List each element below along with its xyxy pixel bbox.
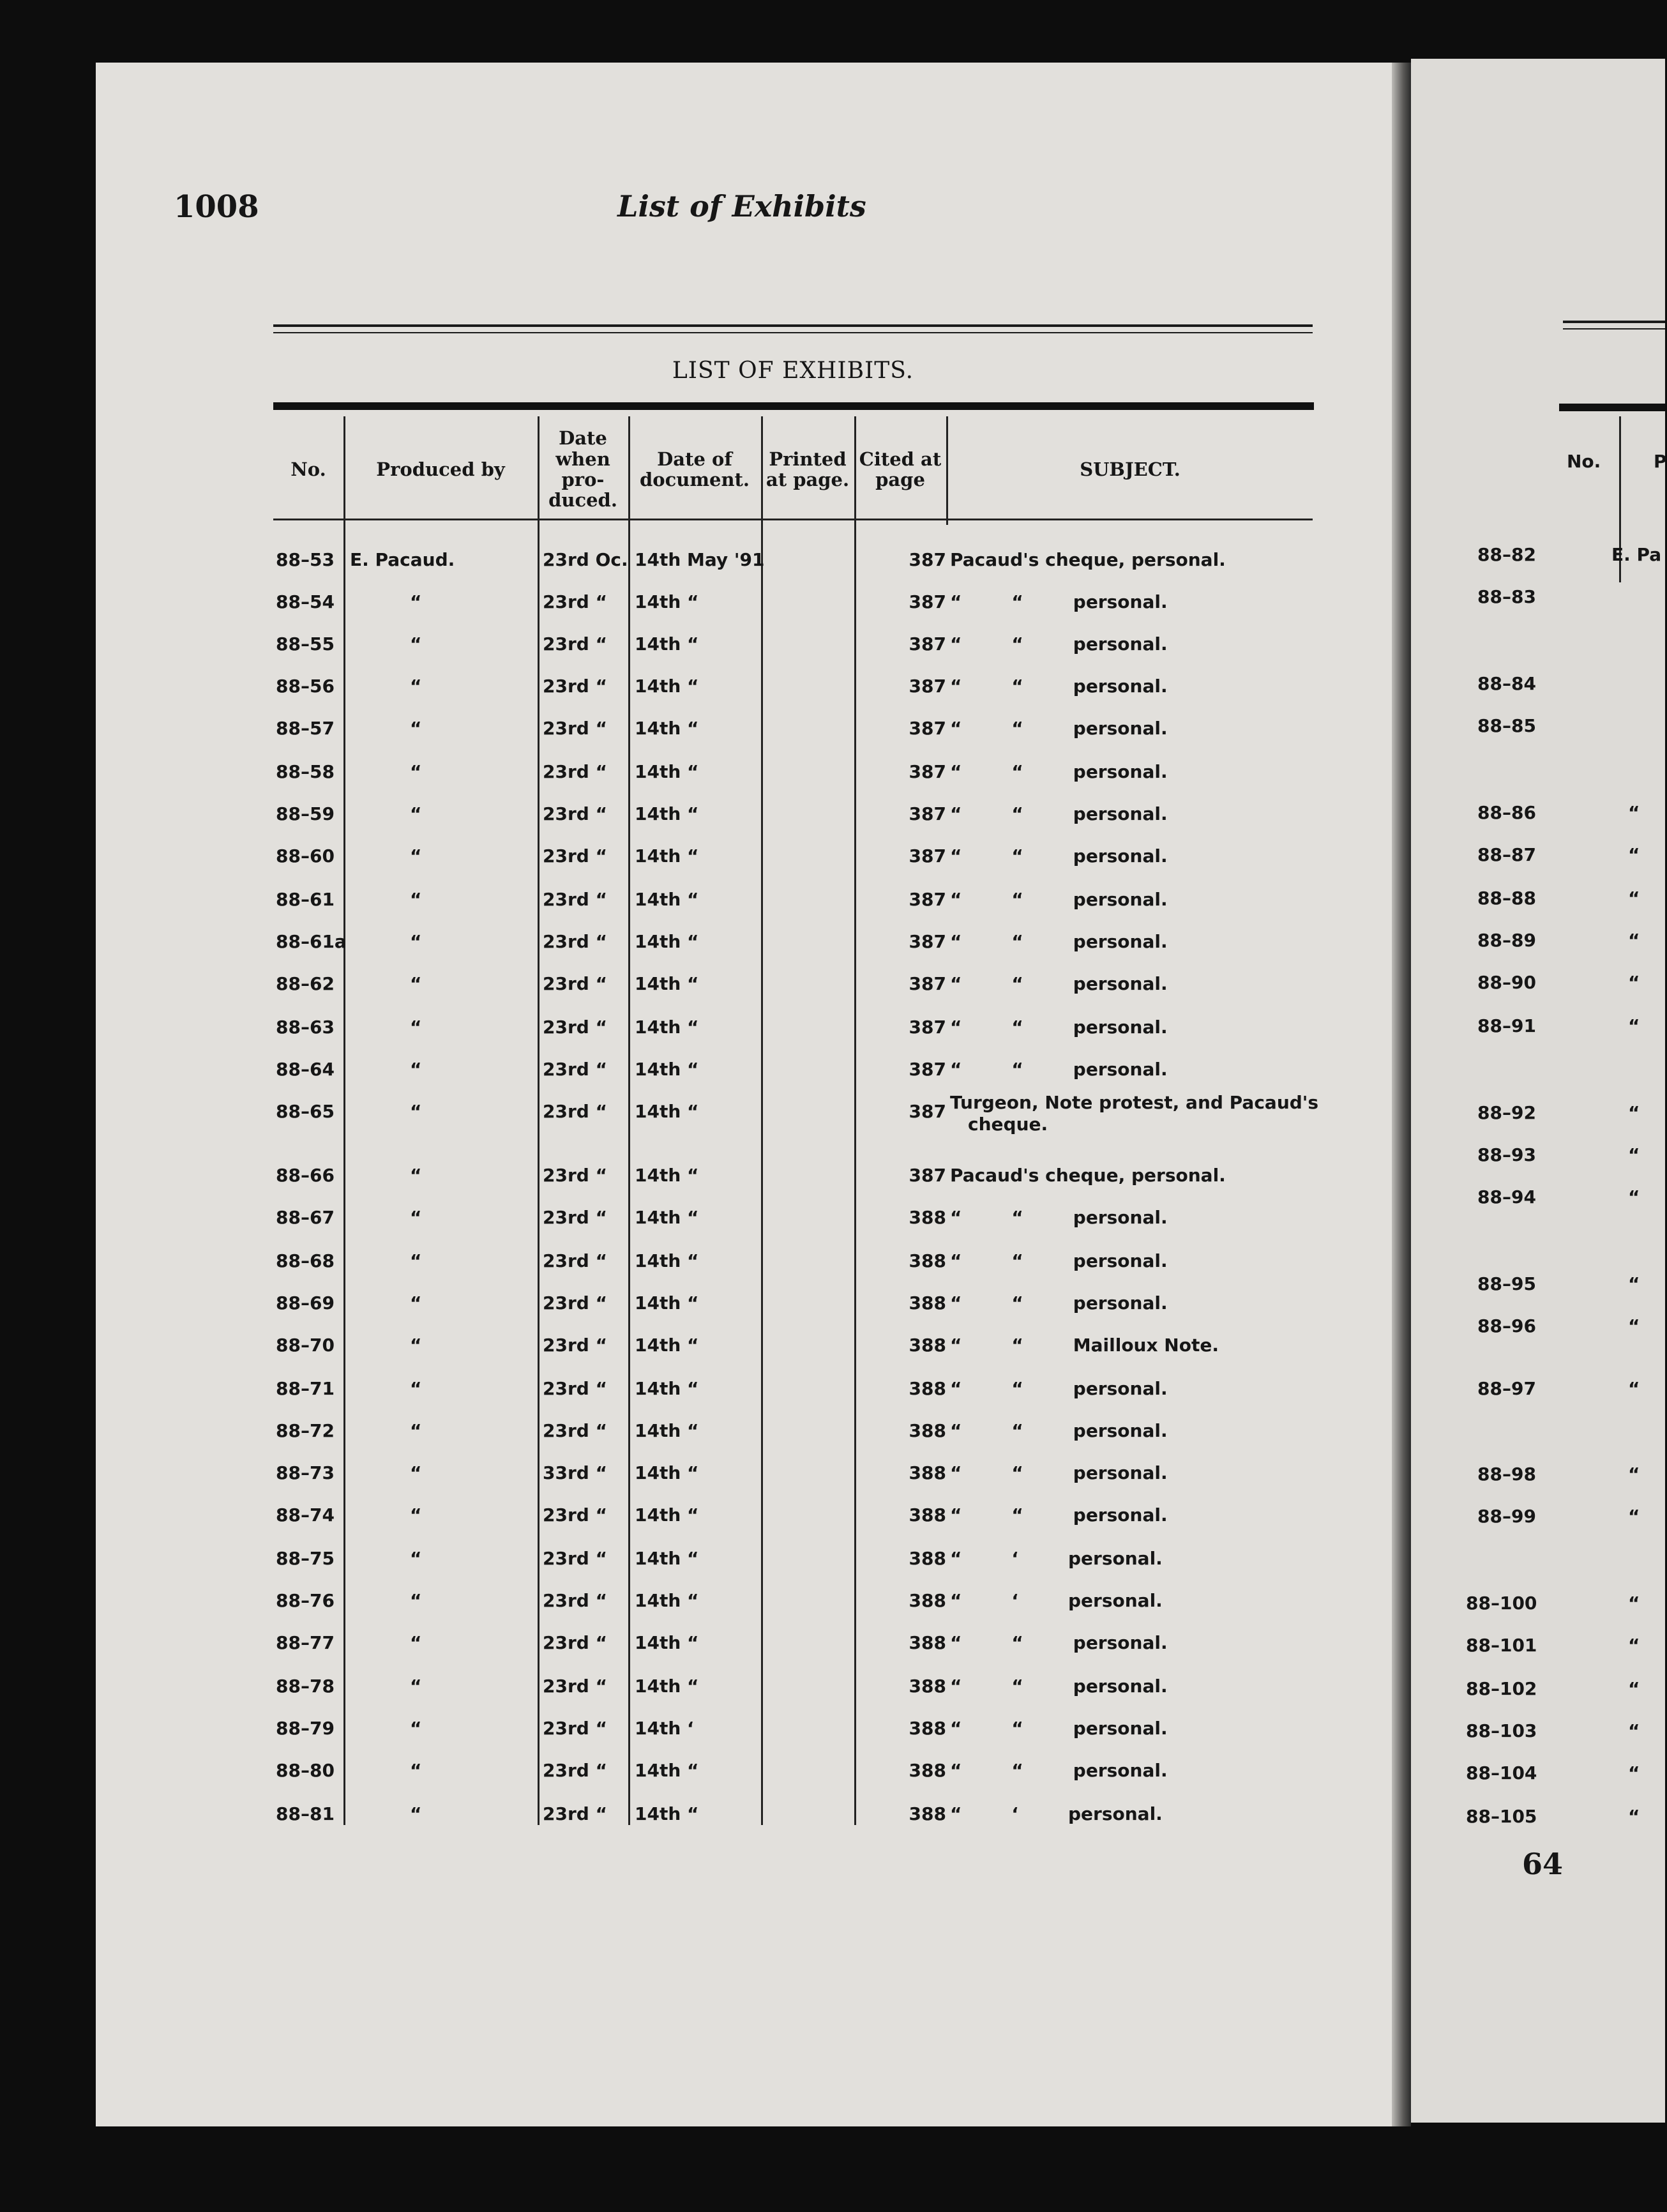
right-produced-by: “ (1628, 1762, 1640, 1784)
exhibit-number: 88–65 (276, 1101, 335, 1122)
date-produced: 23rd “ (543, 1632, 607, 1653)
table-row (273, 803, 1333, 845)
right-exhibit-number: 88–87 (1477, 844, 1536, 865)
right-exhibit-number: 88–94 (1477, 1186, 1536, 1208)
date-produced: 23rd “ (543, 1165, 607, 1186)
produced-by: “ (410, 889, 422, 910)
produced-by: “ (410, 1760, 422, 1781)
table-row (273, 845, 1333, 888)
right-produced-by: “ (1628, 844, 1640, 865)
cited-page: 387 (909, 1017, 946, 1038)
subject: “ “ personal. (950, 889, 1168, 910)
date-of-document: 14th “ (635, 889, 699, 910)
cited-page: 388 (909, 1420, 946, 1441)
cited-page: 387 (909, 889, 946, 910)
produced-by: “ (410, 761, 422, 782)
exhibit-number: 88–61a (276, 931, 347, 952)
column-header-date-produced: Date when pro- duced. (548, 427, 617, 511)
cited-page: 387 (909, 676, 946, 697)
right-exhibit-number: 88–84 (1477, 673, 1536, 694)
right-exhibit-number: 88–102 (1466, 1678, 1537, 1699)
right-exhibit-number: 88–104 (1466, 1762, 1537, 1784)
cited-page: 388 (909, 1292, 946, 1314)
exhibit-number: 88–76 (276, 1590, 335, 1611)
date-produced: 23rd “ (543, 1760, 607, 1781)
table-row (273, 549, 1333, 591)
column-rule (946, 416, 948, 525)
table-row (273, 1504, 1333, 1547)
subject: “ “ personal. (950, 1504, 1168, 1526)
subject: “ ‘ personal. (950, 1803, 1163, 1824)
date-produced: 23rd “ (543, 676, 607, 697)
right-produced-by: “ (1628, 1378, 1640, 1399)
date-of-document: 14th “ (635, 1548, 699, 1569)
exhibit-number: 88–81 (276, 1803, 335, 1824)
right-exhibit-number: 88–98 (1477, 1464, 1536, 1485)
produced-by: E. Pacaud. (350, 549, 455, 570)
exhibit-number: 88–74 (276, 1504, 335, 1526)
exhibit-number: 88–66 (276, 1165, 335, 1186)
right-page (1411, 59, 1665, 2123)
exhibit-number: 88–67 (276, 1207, 335, 1228)
produced-by: “ (410, 1420, 422, 1441)
right-produced-by: “ (1628, 972, 1640, 993)
date-of-document: 14th “ (635, 1803, 699, 1824)
subject-continuation: cheque. (968, 1114, 1048, 1135)
subject: Pacaud's cheque, personal. (950, 1165, 1226, 1186)
right-exhibit-number: 88–95 (1477, 1273, 1536, 1294)
date-of-document: 14th “ (635, 1292, 699, 1314)
produced-by: “ (410, 676, 422, 697)
date-produced: 23rd “ (543, 1803, 607, 1824)
date-produced: 23rd “ (543, 1017, 607, 1038)
cited-page: 388 (909, 1378, 946, 1399)
table-row (273, 1165, 1333, 1207)
exhibit-number: 88–73 (276, 1462, 335, 1483)
subject: “ ‘ personal. (950, 1548, 1163, 1569)
date-produced: 23rd “ (543, 931, 607, 952)
header-double-rule (273, 324, 1313, 333)
right-exhibit-number: 88–105 (1466, 1806, 1537, 1827)
produced-by: “ (410, 1548, 422, 1569)
table-top-rule (273, 402, 1314, 410)
cited-page: 388 (909, 1590, 946, 1611)
produced-by: “ (410, 1101, 422, 1122)
produced-by: “ (410, 1165, 422, 1186)
right-produced-by: “ (1628, 1464, 1640, 1485)
cited-page: 388 (909, 1760, 946, 1781)
produced-by: “ (410, 1250, 422, 1271)
table-row (273, 1378, 1333, 1420)
date-of-document: 14th “ (635, 1462, 699, 1483)
cited-page: 387 (909, 1059, 946, 1080)
produced-by: “ (410, 1059, 422, 1080)
cited-page: 387 (909, 973, 946, 994)
exhibit-number: 88–56 (276, 676, 335, 697)
produced-by: “ (410, 973, 422, 994)
table-row (273, 1760, 1333, 1802)
right-produced-by: “ (1628, 930, 1640, 951)
right-exhibit-number: 88–86 (1477, 802, 1536, 823)
right-exhibit-number: 88–97 (1477, 1378, 1536, 1399)
date-of-document: 14th “ (635, 1101, 699, 1122)
right-exhibit-number: 88–90 (1477, 972, 1536, 993)
exhibit-number: 88–70 (276, 1335, 335, 1356)
right-exhibit-number: 88–93 (1477, 1144, 1536, 1165)
subject: “ “ Mailloux Note. (950, 1335, 1219, 1356)
column-header-cited-page: Cited at page (859, 448, 942, 490)
subject: “ “ personal. (950, 718, 1168, 739)
date-produced: 23rd “ (543, 1059, 607, 1080)
table-title: LIST OF EXHIBITS. (672, 358, 914, 384)
exhibit-number: 88–80 (276, 1760, 335, 1781)
exhibit-number: 88–53 (276, 549, 335, 570)
table-row (273, 1420, 1333, 1462)
cited-page: 387 (909, 803, 946, 824)
cited-page: 387 (909, 549, 946, 570)
right-exhibit-number: 88–101 (1466, 1635, 1537, 1656)
table-row (273, 1676, 1333, 1718)
date-of-document: 14th “ (635, 633, 699, 655)
date-produced: 23rd “ (543, 1292, 607, 1314)
table-row (273, 1017, 1333, 1059)
date-produced: 23rd Oc. (543, 549, 628, 570)
date-of-document: 14th “ (635, 931, 699, 952)
exhibit-number: 88–77 (276, 1632, 335, 1653)
right-produced-by: E. Pa (1611, 544, 1662, 565)
date-produced: 23rd “ (543, 1335, 607, 1356)
subject: “ “ personal. (950, 1292, 1168, 1314)
right-table-top-rule (1559, 404, 1665, 411)
date-produced: 23rd “ (543, 1504, 607, 1526)
column-header-date-document: Date of document. (639, 448, 750, 490)
produced-by: “ (410, 1462, 422, 1483)
right-produced-by: “ (1628, 1635, 1640, 1656)
date-produced: 23rd “ (543, 889, 607, 910)
right-exhibit-number: 88–85 (1477, 715, 1536, 736)
produced-by: “ (410, 1335, 422, 1356)
cited-page: 388 (909, 1462, 946, 1483)
cited-page: 388 (909, 1250, 946, 1271)
subject: Pacaud's cheque, personal. (950, 549, 1226, 570)
date-of-document: 14th “ (635, 591, 699, 612)
right-produced-by: “ (1628, 1144, 1640, 1165)
produced-by: “ (410, 931, 422, 952)
subject: “ “ personal. (950, 1059, 1168, 1080)
cited-page: 387 (909, 633, 946, 655)
right-exhibit-number: 88–83 (1477, 586, 1536, 607)
produced-by: “ (410, 591, 422, 612)
right-produced-by: “ (1628, 1720, 1640, 1741)
date-of-document: 14th “ (635, 973, 699, 994)
right-produced-by: “ (1628, 1015, 1640, 1036)
date-of-document: 14th “ (635, 845, 699, 867)
date-produced: 23rd “ (543, 1207, 607, 1228)
right-produced-by: “ (1628, 1186, 1640, 1208)
cited-page: 388 (909, 1632, 946, 1653)
subject: “ “ personal. (950, 1250, 1168, 1271)
right-page-number: 64 (1522, 1847, 1564, 1881)
table-row (273, 761, 1333, 803)
date-of-document: 14th “ (635, 1590, 699, 1611)
produced-by: “ (410, 803, 422, 824)
right-exhibit-number: 88–91 (1477, 1015, 1536, 1036)
cited-page: 387 (909, 718, 946, 739)
subject: “ “ personal. (950, 931, 1168, 952)
cited-page: 388 (909, 1803, 946, 1824)
date-of-document: 14th “ (635, 1676, 699, 1697)
right-exhibit-number: 88–82 (1477, 544, 1536, 565)
date-of-document: 14th May '91 (635, 549, 765, 570)
book-gutter (1392, 63, 1411, 2126)
right-exhibit-number: 88–103 (1466, 1720, 1537, 1741)
subject: “ “ personal. (950, 1632, 1168, 1653)
exhibit-number: 88–60 (276, 845, 335, 867)
date-produced: 23rd “ (543, 633, 607, 655)
date-produced: 23rd “ (543, 973, 607, 994)
right-produced-by: “ (1628, 1806, 1640, 1827)
running-head (174, 189, 1310, 240)
table-row (273, 1092, 1333, 1143)
right-header-double-rule (1563, 321, 1665, 330)
subject: “ “ personal. (950, 591, 1168, 612)
table-row (273, 1548, 1333, 1590)
exhibit-number: 88–57 (276, 718, 335, 739)
date-of-document: 14th “ (635, 676, 699, 697)
exhibit-number: 88–63 (276, 1017, 335, 1038)
date-produced: 23rd “ (543, 1590, 607, 1611)
right-exhibit-number: 88–100 (1466, 1593, 1537, 1614)
column-header-produced-by: Produced by (376, 458, 505, 480)
table-row (273, 1590, 1333, 1632)
produced-by: “ (410, 633, 422, 655)
column-header-no: No. (290, 458, 326, 480)
table-row (273, 591, 1333, 633)
subject: “ “ personal. (950, 1760, 1168, 1781)
exhibit-number: 88–54 (276, 591, 335, 612)
produced-by: “ (410, 1017, 422, 1038)
exhibit-number: 88–64 (276, 1059, 335, 1080)
cited-page: 387 (909, 591, 946, 612)
date-produced: 23rd “ (543, 845, 607, 867)
subject: “ “ personal. (950, 973, 1168, 994)
date-of-document: 14th “ (635, 1378, 699, 1399)
right-produced-by: “ (1628, 1678, 1640, 1699)
date-produced: 23rd “ (543, 718, 607, 739)
right-exhibit-number: 88–88 (1477, 888, 1536, 909)
right-exhibit-number: 88–89 (1477, 930, 1536, 951)
cited-page: 388 (909, 1676, 946, 1697)
subject: “ “ personal. (950, 1462, 1168, 1483)
right-produced-by: “ (1628, 1102, 1640, 1123)
exhibit-number: 88–71 (276, 1378, 335, 1399)
date-produced: 23rd “ (543, 1548, 607, 1569)
subject: “ “ personal. (950, 761, 1168, 782)
column-header-printed-page: Printed at page. (766, 448, 850, 490)
subject: “ “ personal. (950, 1207, 1168, 1228)
produced-by: “ (410, 1504, 422, 1526)
cited-page: 388 (909, 1207, 946, 1228)
table-row (273, 1335, 1333, 1377)
date-produced: 23rd “ (543, 1718, 607, 1739)
subject: “ “ personal. (950, 1017, 1168, 1038)
exhibit-number: 88–79 (276, 1718, 335, 1739)
exhibit-number: 88–78 (276, 1676, 335, 1697)
right-produced-by: “ (1628, 802, 1640, 823)
table-row (273, 1250, 1333, 1292)
right-produced-by: “ (1628, 1506, 1640, 1527)
right-produced-by: “ (1628, 888, 1640, 909)
date-produced: 23rd “ (543, 1420, 607, 1441)
date-of-document: 14th “ (635, 803, 699, 824)
subject: “ “ personal. (950, 845, 1168, 867)
table-row (273, 1292, 1333, 1335)
date-produced: 23rd “ (543, 1676, 607, 1697)
table-row (273, 1207, 1333, 1249)
table-row (273, 973, 1333, 1015)
exhibit-number: 88–58 (276, 761, 335, 782)
cited-page: 387 (909, 931, 946, 952)
exhibit-number: 88–61 (276, 889, 335, 910)
date-of-document: 14th “ (635, 761, 699, 782)
exhibit-number: 88–59 (276, 803, 335, 824)
right-exhibit-number: 88–96 (1477, 1315, 1536, 1337)
date-of-document: 14th “ (635, 1165, 699, 1186)
subject: “ “ personal. (950, 676, 1168, 697)
produced-by: “ (410, 1590, 422, 1611)
produced-by: “ (410, 1676, 422, 1697)
subject: “ “ personal. (950, 1420, 1168, 1441)
header-bottom-rule (273, 519, 1313, 520)
right-produced-by: “ (1628, 1273, 1640, 1294)
date-produced: 23rd “ (543, 761, 607, 782)
produced-by: “ (410, 1718, 422, 1739)
table-row (273, 718, 1333, 760)
produced-by: “ (410, 1207, 422, 1228)
date-of-document: 14th “ (635, 1632, 699, 1653)
cited-page: 388 (909, 1718, 946, 1739)
produced-by: “ (410, 845, 422, 867)
table-row (273, 1718, 1333, 1760)
cited-page: 387 (909, 1165, 946, 1186)
produced-by: “ (410, 1292, 422, 1314)
table-row (273, 931, 1333, 973)
date-of-document: 14th “ (635, 1250, 699, 1271)
produced-by: “ (410, 1632, 422, 1653)
date-of-document: 14th “ (635, 718, 699, 739)
table-row (273, 1803, 1333, 1845)
exhibit-number: 88–55 (276, 633, 335, 655)
date-produced: 23rd “ (543, 591, 607, 612)
subject: “ “ personal. (950, 633, 1168, 655)
produced-by: “ (410, 1803, 422, 1824)
exhibit-number: 88–68 (276, 1250, 335, 1271)
table-row (273, 676, 1333, 718)
date-of-document: 14th “ (635, 1017, 699, 1038)
date-produced: 23rd “ (543, 1250, 607, 1271)
produced-by: “ (410, 718, 422, 739)
cited-page: 388 (909, 1504, 946, 1526)
date-produced: 33rd “ (543, 1462, 607, 1483)
cited-page: 388 (909, 1548, 946, 1569)
date-of-document: 14th “ (635, 1059, 699, 1080)
cited-page: 387 (909, 845, 946, 867)
exhibit-number: 88–62 (276, 973, 335, 994)
cited-page: 387 (909, 1101, 946, 1122)
date-produced: 23rd “ (543, 1101, 607, 1122)
subject: “ “ personal. (950, 1676, 1168, 1697)
date-of-document: 14th “ (635, 1760, 699, 1781)
cited-page: 387 (909, 761, 946, 782)
page-number: 1008 (174, 189, 259, 225)
running-title: List of Exhibits (617, 189, 866, 223)
right-produced-by: “ (1628, 1593, 1640, 1614)
date-of-document: 14th “ (635, 1504, 699, 1526)
date-of-document: 14th ‘ (635, 1718, 694, 1739)
table-row (273, 1632, 1333, 1674)
produced-by: “ (410, 1378, 422, 1399)
right-exhibit-number: 88–92 (1477, 1102, 1536, 1123)
date-of-document: 14th “ (635, 1420, 699, 1441)
table-row (273, 1462, 1333, 1504)
cited-page: 388 (909, 1335, 946, 1356)
exhibit-number: 88–69 (276, 1292, 335, 1314)
right-exhibit-number: 88–99 (1477, 1506, 1536, 1527)
subject: “ ‘ personal. (950, 1590, 1163, 1611)
exhibit-number: 88–72 (276, 1420, 335, 1441)
date-produced: 23rd “ (543, 1378, 607, 1399)
exhibit-number: 88–75 (276, 1548, 335, 1569)
table-row (273, 633, 1333, 676)
date-produced: 23rd “ (543, 803, 607, 824)
date-of-document: 14th “ (635, 1207, 699, 1228)
subject: “ “ personal. (950, 803, 1168, 824)
right-produced-by: “ (1628, 1315, 1640, 1337)
subject: Turgeon, Note protest, and Pacaud's (950, 1092, 1319, 1113)
subject: “ “ personal. (950, 1378, 1168, 1399)
table-row (273, 889, 1333, 931)
column-header-subject: SUBJECT. (1080, 458, 1180, 480)
date-of-document: 14th “ (635, 1335, 699, 1356)
subject: “ “ personal. (950, 1718, 1168, 1739)
